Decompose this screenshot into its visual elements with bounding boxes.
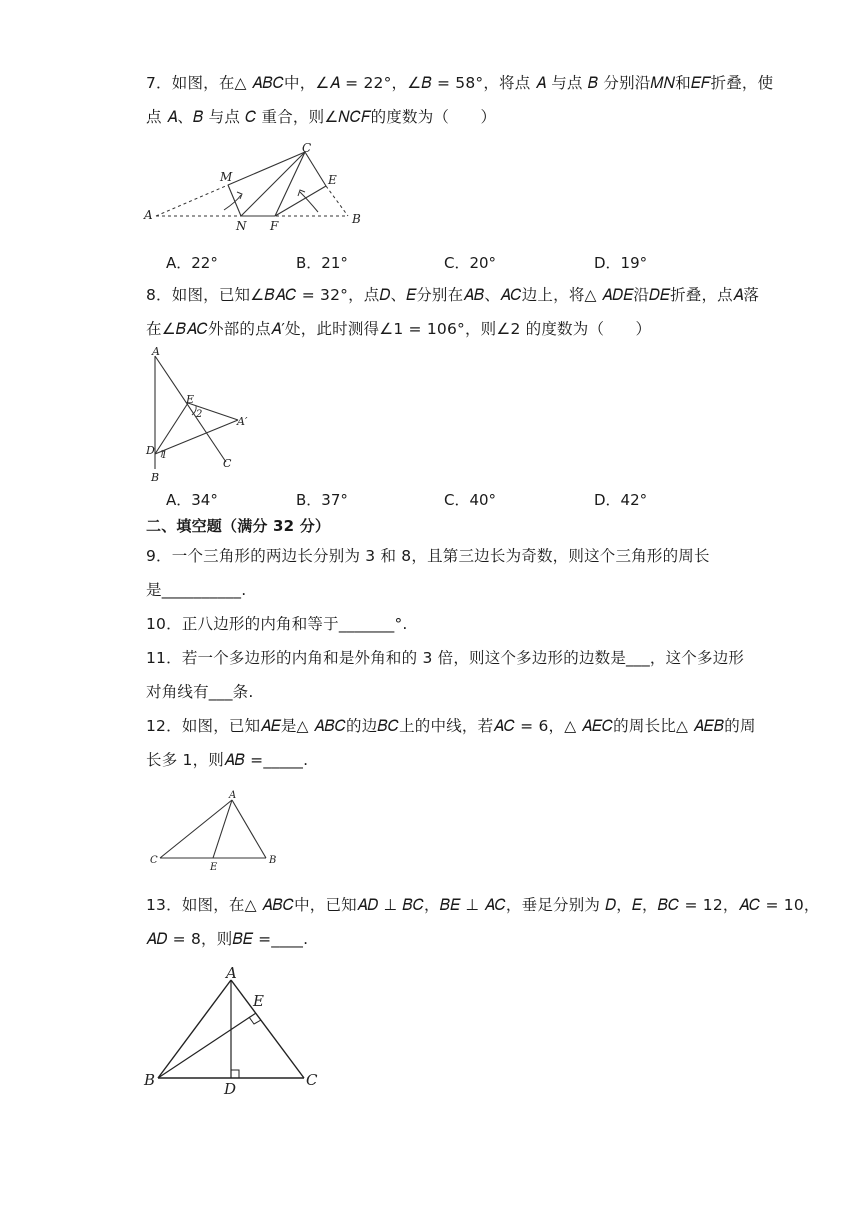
q12-line2: 长多 1，则𝐴𝐵 =_____.	[146, 751, 309, 769]
q8-label-Aprime: A′	[237, 415, 248, 428]
q7-option-a[interactable]: A．22°	[166, 254, 218, 272]
q8-option-c[interactable]: C．40°	[444, 491, 497, 509]
q8-label-A: A	[152, 345, 160, 358]
section-fill-in-title: 二、填空题（满分 32 分）	[146, 517, 331, 535]
q12-label-C: C	[150, 855, 158, 866]
q13-label-E: E	[253, 992, 264, 1010]
q13-figure	[140, 960, 330, 1100]
q7-label-B: B	[352, 212, 361, 226]
q7-label-M: M	[220, 170, 233, 184]
q8-option-d[interactable]: D．42°	[594, 491, 648, 509]
q8-label-2: 2	[196, 409, 203, 420]
q7-label-F: F	[270, 219, 279, 233]
q12-line1: 12．如图，已知𝐴𝐸是△ 𝐴𝐵𝐶的边𝐵𝐶上的中线，若𝐴𝐶 = 6，△ 𝐴𝐸𝐶的周长比△ 𝐴𝐸𝐵的周	[146, 717, 756, 735]
q8-option-a[interactable]: A．34°	[166, 491, 218, 509]
q10-line1: 10．正八边形的内角和等于_______°.	[146, 615, 408, 633]
q7-line2: 点 𝐴、𝐵 与点 𝐶 重合，则∠𝑁𝐶𝐹的度数为（ ）	[146, 108, 497, 126]
q8-label-C: C	[223, 457, 232, 470]
q8-line2: 在∠𝐵𝐴𝐶外部的点𝐴′处，此时测得∠1 = 106°，则∠2 的度数为（ ）	[146, 320, 652, 338]
q13-label-B: B	[144, 1071, 156, 1089]
q7-option-b[interactable]: B．21°	[296, 254, 348, 272]
q11-line2: 对角线有___条.	[146, 683, 254, 701]
q9-line1: 9．一个三角形的两边长分别为 3 和 8，且第三边长为奇数，则这个三角形的周长	[146, 547, 710, 565]
q12-label-E: E	[210, 862, 218, 873]
q13-line2: 𝐴𝐷 = 8，则𝐵𝐸 =____.	[146, 930, 309, 948]
q12-label-A: A	[229, 790, 237, 801]
q8-figure	[140, 344, 260, 486]
q7-label-E: E	[328, 173, 337, 187]
q11-line1: 11．若一个多边形的内角和是外角和的 3 倍，则这个多边形的边数是___，这个多边形	[146, 649, 745, 667]
q7-option-d[interactable]: D．19°	[594, 254, 648, 272]
q8-label-1: 1	[161, 450, 168, 461]
q12-label-B: B	[269, 855, 277, 866]
q8-line1: 8．如图，已知∠𝐵𝐴𝐶 = 32°，点𝐷、𝐸分别在𝐴𝐵、𝐴𝐶边上，将△ 𝐴𝐷𝐸沿𝐷𝐸折叠，点𝐴落	[146, 286, 760, 304]
q9-line2: 是__________.	[146, 581, 247, 599]
q7-figure	[140, 140, 370, 235]
q8-option-b[interactable]: B．37°	[296, 491, 348, 509]
q8-label-D: D	[146, 444, 155, 457]
q13-label-C: C	[306, 1071, 318, 1089]
q7-label-N: N	[236, 219, 247, 233]
q13-label-A: A	[226, 964, 237, 982]
q7-label-C: C	[302, 141, 312, 155]
q13-line1: 13．如图，在△ 𝐴𝐵𝐶中，已知𝐴𝐷 ⊥ 𝐵𝐶，𝐵𝐸 ⊥ 𝐴𝐶，垂足分别为 𝐷，𝐸，𝐵𝐶 = 12，𝐴𝐶 = 10，	[146, 896, 820, 914]
q8-label-B: B	[151, 471, 160, 484]
q12-figure	[140, 786, 290, 876]
q7-label-A: A	[144, 208, 153, 222]
q13-label-D: D	[224, 1080, 237, 1098]
q7-option-c[interactable]: C．20°	[444, 254, 497, 272]
q8-label-E: E	[186, 393, 195, 406]
q7-line1: 7．如图，在△ 𝐴𝐵𝐶中，∠𝐴 = 22°，∠𝐵 = 58°，将点 𝐴 与点 𝐵 分别沿𝑀𝑁和𝐸𝐹折叠，使	[146, 74, 774, 92]
